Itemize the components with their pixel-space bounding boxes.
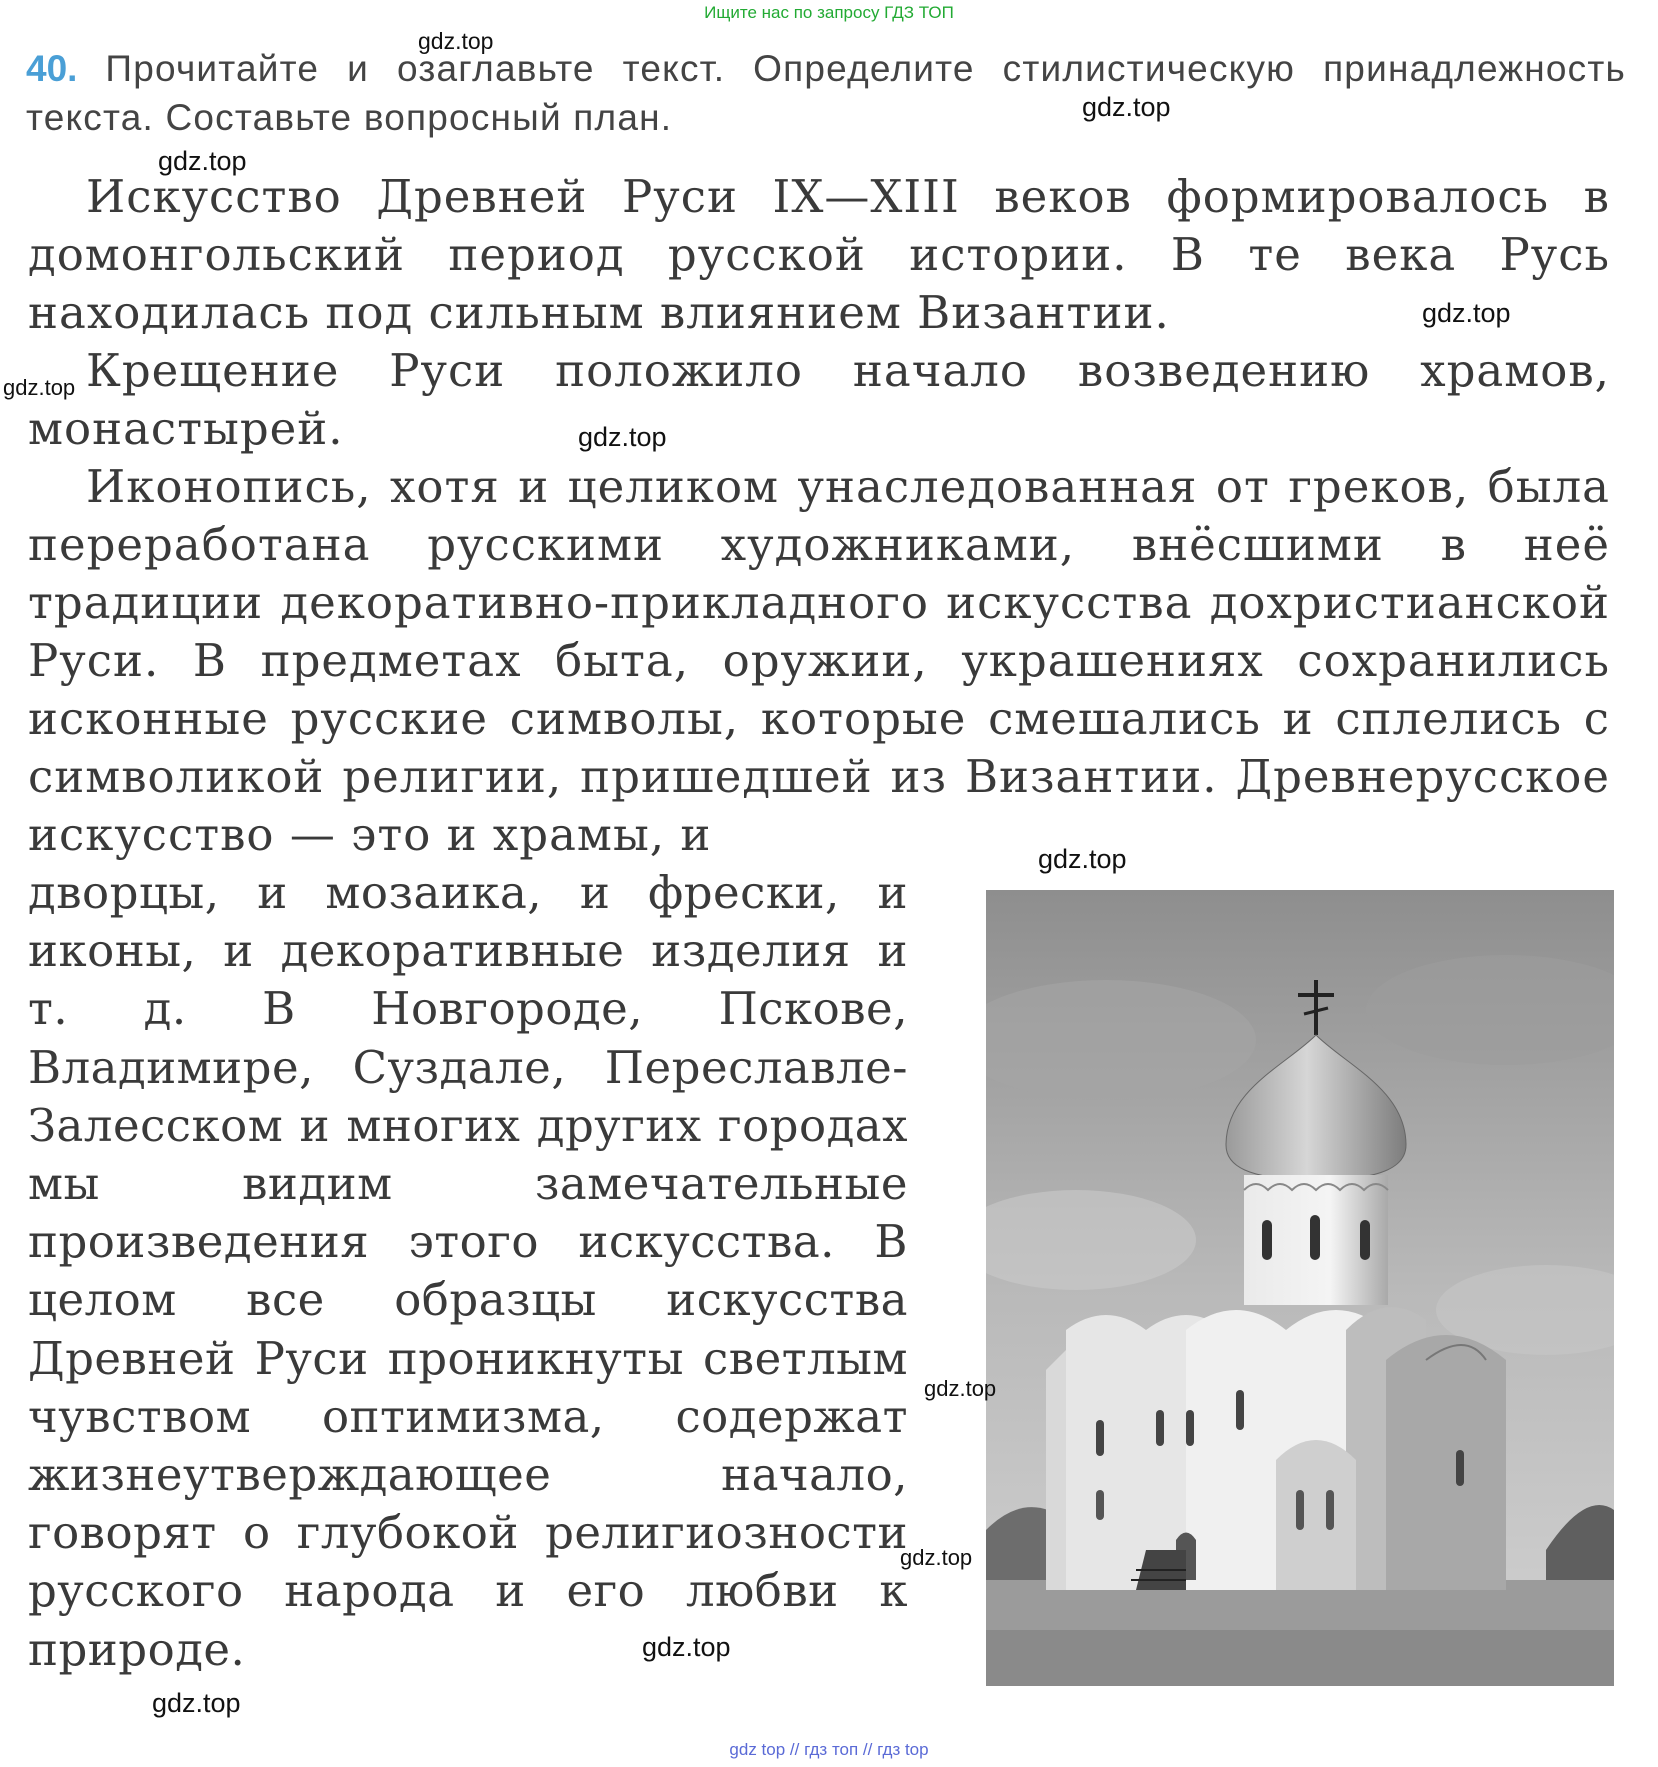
task-text: Прочитайте и озаглавьте текст. Определите стилистическую принадлежность текста. Составьте вопросный план.	[26, 48, 1626, 138]
watermark-6: gdz.top	[578, 422, 667, 452]
church-photo	[986, 890, 1614, 1686]
search-banner: Ищите нас по запросу ГДЗ ТОП	[704, 3, 954, 22]
paragraph-2: Крещение Руси положило начало возведению храмов, монастырей.	[28, 344, 1610, 455]
footer-links: gdz top // гдз топ // гдз top	[729, 1740, 929, 1759]
watermark-2: gdz.top	[1082, 92, 1171, 122]
watermark-9: gdz.top	[900, 1545, 973, 1570]
paragraph-1: Искусство Древней Руси IX—XIII веков формировалось в домонгольский период русской истории. В те века Русь находилась под сильным влиянием Византии.	[28, 170, 1610, 339]
main-text	[28, 168, 1610, 864]
watermark-4: gdz.top	[1422, 298, 1511, 328]
watermark-11: gdz.top	[152, 1688, 241, 1718]
paragraph-3-continued: дворцы, и мозаика, и фрески, и иконы, и декоративные изделия и т. д. В Новгороде, Пскове, Владимире, Суздале, Переславле-Залесском и многих других городах мы видим замечательные произведения этого искусства. В целом все образцы искусства Древней Руси проникнуты светлым чувством оптимизма, содержат жизнеутверждающее начало, говорят о глубокой религиозности русского народа и его любви к природе.	[28, 866, 908, 1676]
watermark-5: gdz.top	[3, 375, 76, 400]
watermark-1: gdz.top	[418, 28, 494, 54]
paragraph-3: Иконопись, хотя и целиком унаследованная от греков, была переработана русскими художниками, внёсшими в неё традиции декоративно-прикладного искусства дохристианской Руси. В предметах быта, оружии, украшениях сохранились исконные русские символы, которые смешались и сплелись с символикой религии, пришедшей из Византии. Древнерусское искусство — это и храмы, и	[28, 460, 1610, 861]
task-instruction	[26, 44, 1626, 142]
watermark-7: gdz.top	[1038, 844, 1127, 874]
task-number: 40.	[26, 48, 78, 89]
watermark-8: gdz.top	[924, 1376, 997, 1401]
watermark-3: gdz.top	[158, 146, 247, 176]
watermark-10: gdz.top	[642, 1632, 731, 1662]
